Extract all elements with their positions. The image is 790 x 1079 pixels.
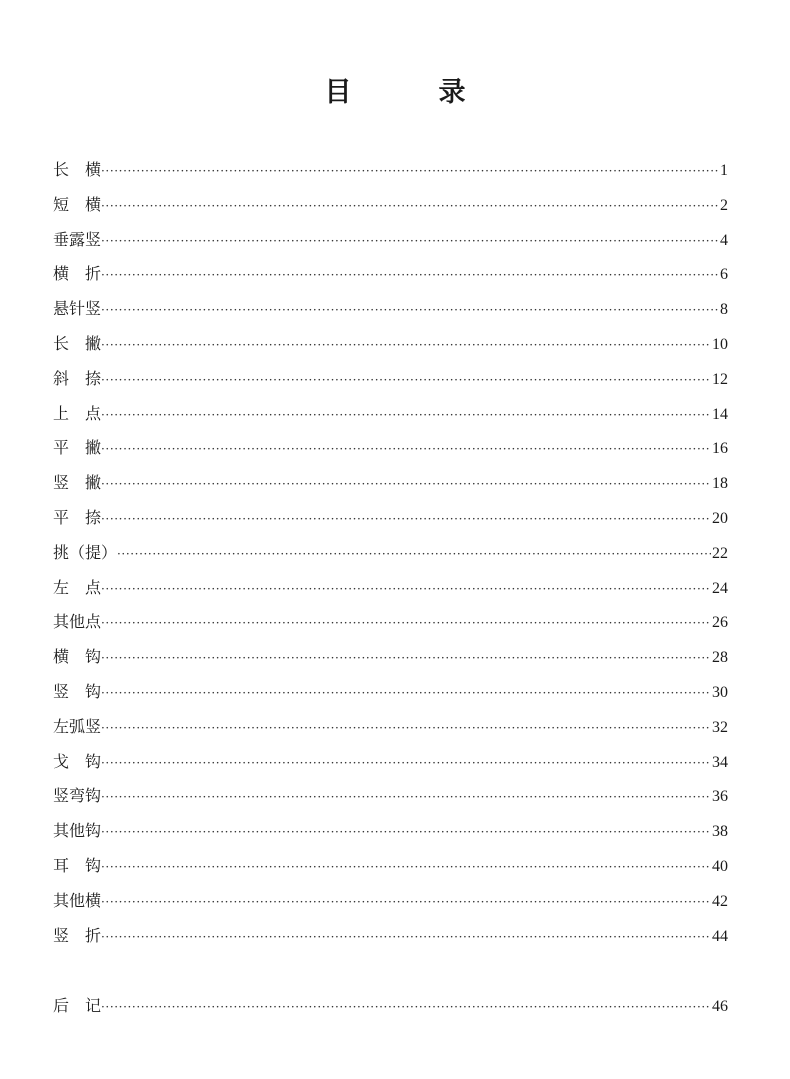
toc-entry-page: 42 bbox=[712, 892, 728, 910]
toc-entry-label: 挑（提） bbox=[53, 542, 118, 562]
dot-leader bbox=[101, 643, 711, 673]
toc-entry[interactable] bbox=[53, 886, 728, 921]
toc-entry-label: 其他钩 bbox=[53, 821, 102, 841]
toc-entry[interactable] bbox=[53, 155, 728, 190]
toc-entry-page: 10 bbox=[712, 335, 728, 353]
toc-entry[interactable] bbox=[53, 747, 728, 782]
dot-leader bbox=[101, 817, 711, 847]
dot-leader bbox=[101, 295, 719, 325]
toc-entry-label: 戈 钩 bbox=[53, 751, 102, 771]
back-matter bbox=[53, 991, 728, 1026]
dot-leader bbox=[101, 226, 719, 256]
toc-entry[interactable] bbox=[53, 712, 728, 747]
toc-entry-label: 长 横 bbox=[53, 160, 102, 179]
dot-leader bbox=[101, 504, 711, 534]
toc-entry-page: 28 bbox=[712, 649, 728, 667]
dot-leader bbox=[101, 713, 711, 743]
toc-entry[interactable] bbox=[53, 642, 728, 677]
toc-entry-label: 垂露竖 bbox=[53, 229, 102, 249]
dot-leader bbox=[101, 400, 711, 430]
page-title: 目 录 bbox=[324, 77, 496, 109]
toc-entry-page: 8 bbox=[720, 301, 728, 319]
toc-entry[interactable] bbox=[53, 294, 728, 329]
dot-leader bbox=[101, 852, 711, 882]
dot-leader bbox=[117, 539, 711, 569]
dot-leader bbox=[101, 330, 711, 360]
toc-entry-page: 22 bbox=[712, 544, 728, 562]
toc-entry-page: 34 bbox=[712, 753, 728, 771]
toc-entry-label: 竖弯钩 bbox=[53, 786, 102, 806]
toc-entry[interactable] bbox=[53, 573, 728, 608]
toc-entry-label: 横 钩 bbox=[53, 647, 102, 667]
toc-entry[interactable] bbox=[53, 921, 728, 956]
toc-entry[interactable] bbox=[53, 225, 728, 260]
table-of-contents bbox=[53, 155, 728, 955]
dot-leader bbox=[101, 748, 711, 778]
toc-entry[interactable] bbox=[53, 329, 728, 364]
toc-entry-label: 悬针竖 bbox=[53, 299, 102, 319]
toc-entry-page: 2 bbox=[720, 196, 728, 214]
toc-entry-page: 16 bbox=[712, 440, 728, 458]
toc-entry[interactable] bbox=[53, 677, 728, 712]
toc-entry[interactable] bbox=[53, 607, 728, 642]
toc-entry[interactable] bbox=[53, 399, 728, 434]
dot-leader bbox=[101, 887, 711, 917]
toc-entry-label: 斜 捺 bbox=[53, 368, 102, 388]
toc-entry-label: 其他点 bbox=[53, 612, 102, 632]
dot-leader bbox=[101, 156, 719, 186]
dot-leader bbox=[101, 574, 711, 604]
toc-entry-afterword[interactable] bbox=[53, 991, 728, 1026]
dot-leader bbox=[101, 922, 711, 952]
toc-entry-page: 40 bbox=[712, 857, 728, 875]
toc-entry-page: 26 bbox=[712, 614, 728, 632]
toc-entry-label: 左弧竖 bbox=[53, 716, 102, 736]
toc-entry-page: 4 bbox=[720, 231, 728, 249]
toc-entry-page: 32 bbox=[712, 718, 728, 736]
toc-entry[interactable] bbox=[53, 190, 728, 225]
dot-leader bbox=[101, 260, 719, 290]
toc-entry-page: 36 bbox=[712, 788, 728, 806]
dot-leader bbox=[101, 678, 711, 708]
dot-leader bbox=[101, 434, 711, 464]
toc-entry-page: 14 bbox=[712, 405, 728, 423]
toc-entry[interactable] bbox=[53, 468, 728, 503]
toc-entry-page: 46 bbox=[712, 998, 728, 1015]
toc-entry[interactable] bbox=[53, 259, 728, 294]
toc-entry-label: 平 撇 bbox=[53, 438, 102, 458]
toc-entry-page: 1 bbox=[720, 162, 728, 179]
dot-leader bbox=[101, 992, 711, 1022]
toc-entry[interactable] bbox=[53, 538, 728, 573]
dot-leader bbox=[101, 469, 711, 499]
toc-entry-label: 长 撇 bbox=[53, 333, 102, 353]
toc-entry-label: 上 点 bbox=[53, 403, 102, 423]
toc-entry[interactable] bbox=[53, 816, 728, 851]
toc-entry-page: 20 bbox=[712, 509, 728, 527]
toc-entry-label: 短 横 bbox=[53, 194, 102, 214]
toc-entry-label: 竖 钩 bbox=[53, 681, 102, 701]
toc-entry-label: 竖 折 bbox=[53, 925, 102, 945]
toc-entry-page: 18 bbox=[712, 475, 728, 493]
toc-entry-page: 24 bbox=[712, 579, 728, 597]
toc-entry-label: 横 折 bbox=[53, 264, 102, 284]
dot-leader bbox=[101, 608, 711, 638]
dot-leader bbox=[101, 191, 719, 221]
toc-entry-label: 其他横 bbox=[53, 890, 102, 910]
toc-entry-label: 后 记 bbox=[53, 996, 102, 1015]
toc-entry[interactable] bbox=[53, 433, 728, 468]
toc-entry-page: 6 bbox=[720, 266, 728, 284]
toc-entry-page: 38 bbox=[712, 823, 728, 841]
toc-entry-page: 44 bbox=[712, 927, 728, 945]
toc-entry-page: 12 bbox=[712, 370, 728, 388]
toc-entry-label: 竖 撇 bbox=[53, 473, 102, 493]
dot-leader bbox=[101, 365, 711, 395]
toc-entry[interactable] bbox=[53, 781, 728, 816]
toc-entry-page: 30 bbox=[712, 683, 728, 701]
toc-entry[interactable] bbox=[53, 503, 728, 538]
toc-entry[interactable] bbox=[53, 364, 728, 399]
toc-entry[interactable] bbox=[53, 851, 728, 886]
toc-entry-label: 平 捺 bbox=[53, 507, 102, 527]
dot-leader bbox=[101, 782, 711, 812]
toc-entry-label: 左 点 bbox=[53, 577, 102, 597]
toc-entry-label: 耳 钩 bbox=[53, 855, 102, 875]
